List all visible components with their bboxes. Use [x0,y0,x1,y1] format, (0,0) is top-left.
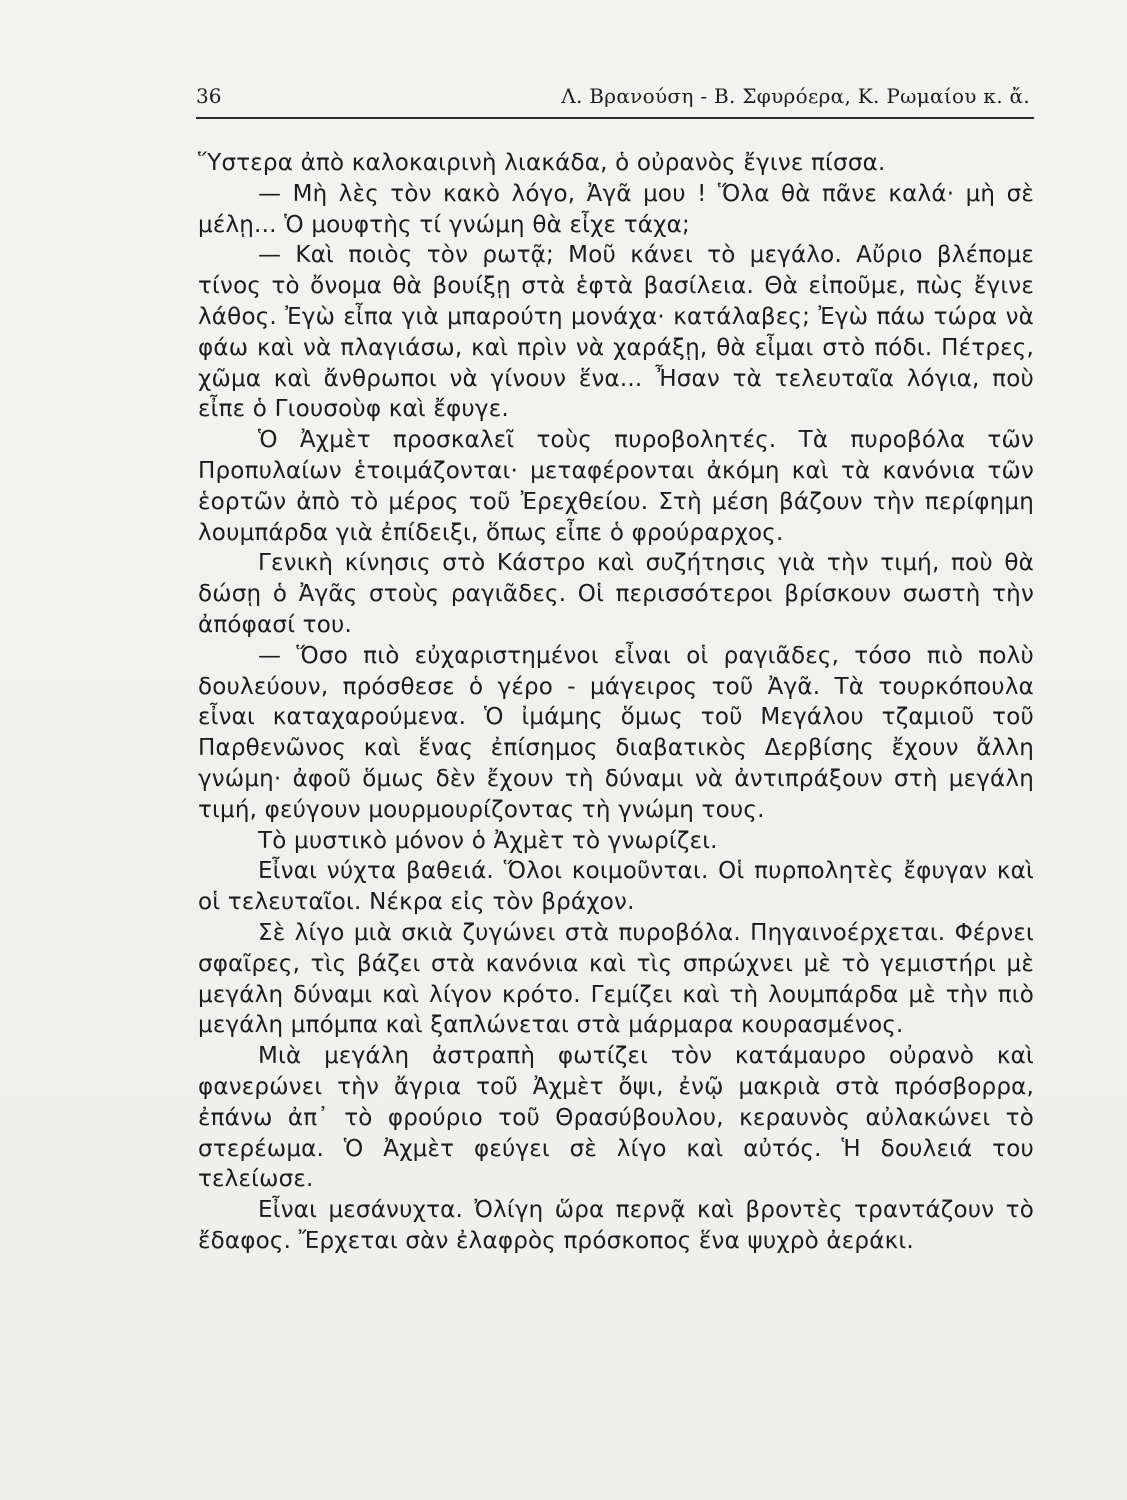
paragraph: — Ὅσο πιὸ εὐχαριστημένοι εἶναι οἱ ραγιᾶδες, τόσο πιὸ πολὺ δουλεύουν, πρόσθεσε ὁ γέρο - μάγειρος τοῦ Ἀγᾶ. Τὰ τουρκόπουλα εἶναι καταχαρούμενα. Ὁ ἰμάμης ὅμως τοῦ Μεγάλου τζαμιοῦ τοῦ Παρθενῶνος καὶ ἕνας ἐπίσημος διαβατικὸς Δερβίσης ἔχουν ἄλλη γνώμη· ἀφοῦ ὅμως δὲν ἔχουν τὴ δύναμι νὰ ἀντιπράξουν στὴ μεγάλη τιμή, φεύγουν μουρμουρίζοντας τὴ γνώμη τους. [198,642,1034,823]
paragraph: Μιὰ μεγάλη ἀστραπὴ φωτίζει τὸν κατάμαυρο οὐρανὸ καὶ φανερώνει τὴν ἄγρια τοῦ Ἀχμὲτ ὄψι, ἐνῷ μακριὰ στὰ πρόσβορρα, ἐπάνω ἀπ᾽ τὸ φρούριο τοῦ Θρασύβουλου, κεραυνὸς αὐλακώνει τὸ στερέωμα. Ὁ Ἀχμὲτ φεύγει σὲ λίγο καὶ αὐτός. Ἡ δουλειά του τελείωσε. [198,1043,1034,1193]
paragraph: Γενικὴ κίνησις στὸ Κάστρο καὶ συζήτησις γιὰ τὴν τιμή, ποὺ θὰ δώσῃ ὁ Ἀγᾶς στοὺς ραγιᾶδες. Οἱ περισσότεροι βρίσκουν σωστὴ τὴν ἀπόφασί του. [198,550,1034,638]
header-rule [196,117,1034,119]
paragraph: Εἶναι νύχτα βαθειά. Ὅλοι κοιμοῦνται. Οἱ πυρπολητὲς ἔφυγαν καὶ οἱ τελευταῖοι. Νέκρα εἰς τὸν βράχον. [198,858,1034,916]
paragraph: Ὁ Ἀχμὲτ προσκαλεῖ τοὺς πυροβολητές. Τὰ πυροβόλα τῶν Προπυλαίων ἑτοιμάζονται· μεταφέρονται ἀκόμη καὶ τὰ κανόνια τῶν ἑορτῶν ἀπὸ τὸ μέρος τοῦ Ἐρεχθείου. Στὴ μέση βάζουν τὴν περίφημη λουμπάρδα γιὰ ἐπίδειξι, ὅπως εἶπε ὁ φρούραρχος. [198,427,1034,546]
paragraph: Τὸ μυστικὸ μόνον ὁ Ἀχμὲτ τὸ γνωρίζει. [258,827,718,854]
body-text [198,148,1034,1257]
page-header [196,80,1034,114]
paragraph: — Μὴ λὲς τὸν κακὸ λόγο, Ἀγᾶ μου ! Ὅλα θὰ πᾶνε καλά· μὴ σὲ μέλῃ... Ὁ μουφτὴς τί γνώμη θὰ εἶχε τάχα; [198,180,1034,238]
paragraph: — Καὶ ποιὸς τὸν ρωτᾷ; Μοῦ κάνει τὸ μεγάλο. Αὔριο βλέπομε τίνος τὸ ὄνομα θὰ βουίξῃ στὰ ἑφτὰ βασίλεια. Θὰ εἰποῦμε, πὼς ἔγινε λάθος. Ἐγὼ εἶπα γιὰ μπαρούτη μονάχα· κατάλαβες; Ἐγὼ πάω τώρα νὰ φάω καὶ νὰ πλαγιάσω, καὶ πρὶν νὰ χαράξῃ, θὰ εἶμαι στὸ πόδι. Πέτρες, χῶμα καὶ ἄνθρωποι νὰ γίνουν ἕνα... Ἦσαν τὰ τελευταῖα λόγια, ποὺ εἶπε ὁ Γιουσοὺφ καὶ ἔφυγε. [198,242,1034,423]
paragraph: Ὕστερα ἀπὸ καλοκαιρινὴ λιακάδα, ὁ οὐρανὸς ἔγινε πίσσα. [198,150,886,176]
running-head: Λ. Βρανούση - Β. Σφυρόερα, Κ. Ρωμαίου κ. ἄ. [561,84,1030,108]
paragraph: Εἶναι μεσάνυχτα. Ὀλίγη ὥρα περνᾷ καὶ βροντὲς τραντάζουν τὸ ἔδαφος. Ἔρχεται σὰν ἐλαφρὸς πρόσκοπος ἕνα ψυχρὸ ἀεράκι. [198,1197,1034,1254]
page-number: 36 [196,84,222,108]
paragraph: Σὲ λίγο μιὰ σκιὰ ζυγώνει στὰ πυροβόλα. Πηγαινοέρχεται. Φέρνει σφαῖρες, τὶς βάζει στὰ κανόνια καὶ τὶς σπρώχνει μὲ τὸ γεμιστήρι μὲ μεγάλη δύναμι καὶ λίγον κρότο. Γεμίζει καὶ τὴ λουμπάρδα μὲ τὴν πιὸ μεγάλη μπόμπα καὶ ξαπλώνεται στὰ μάρμαρα κουρασμένος. [198,919,1034,1039]
